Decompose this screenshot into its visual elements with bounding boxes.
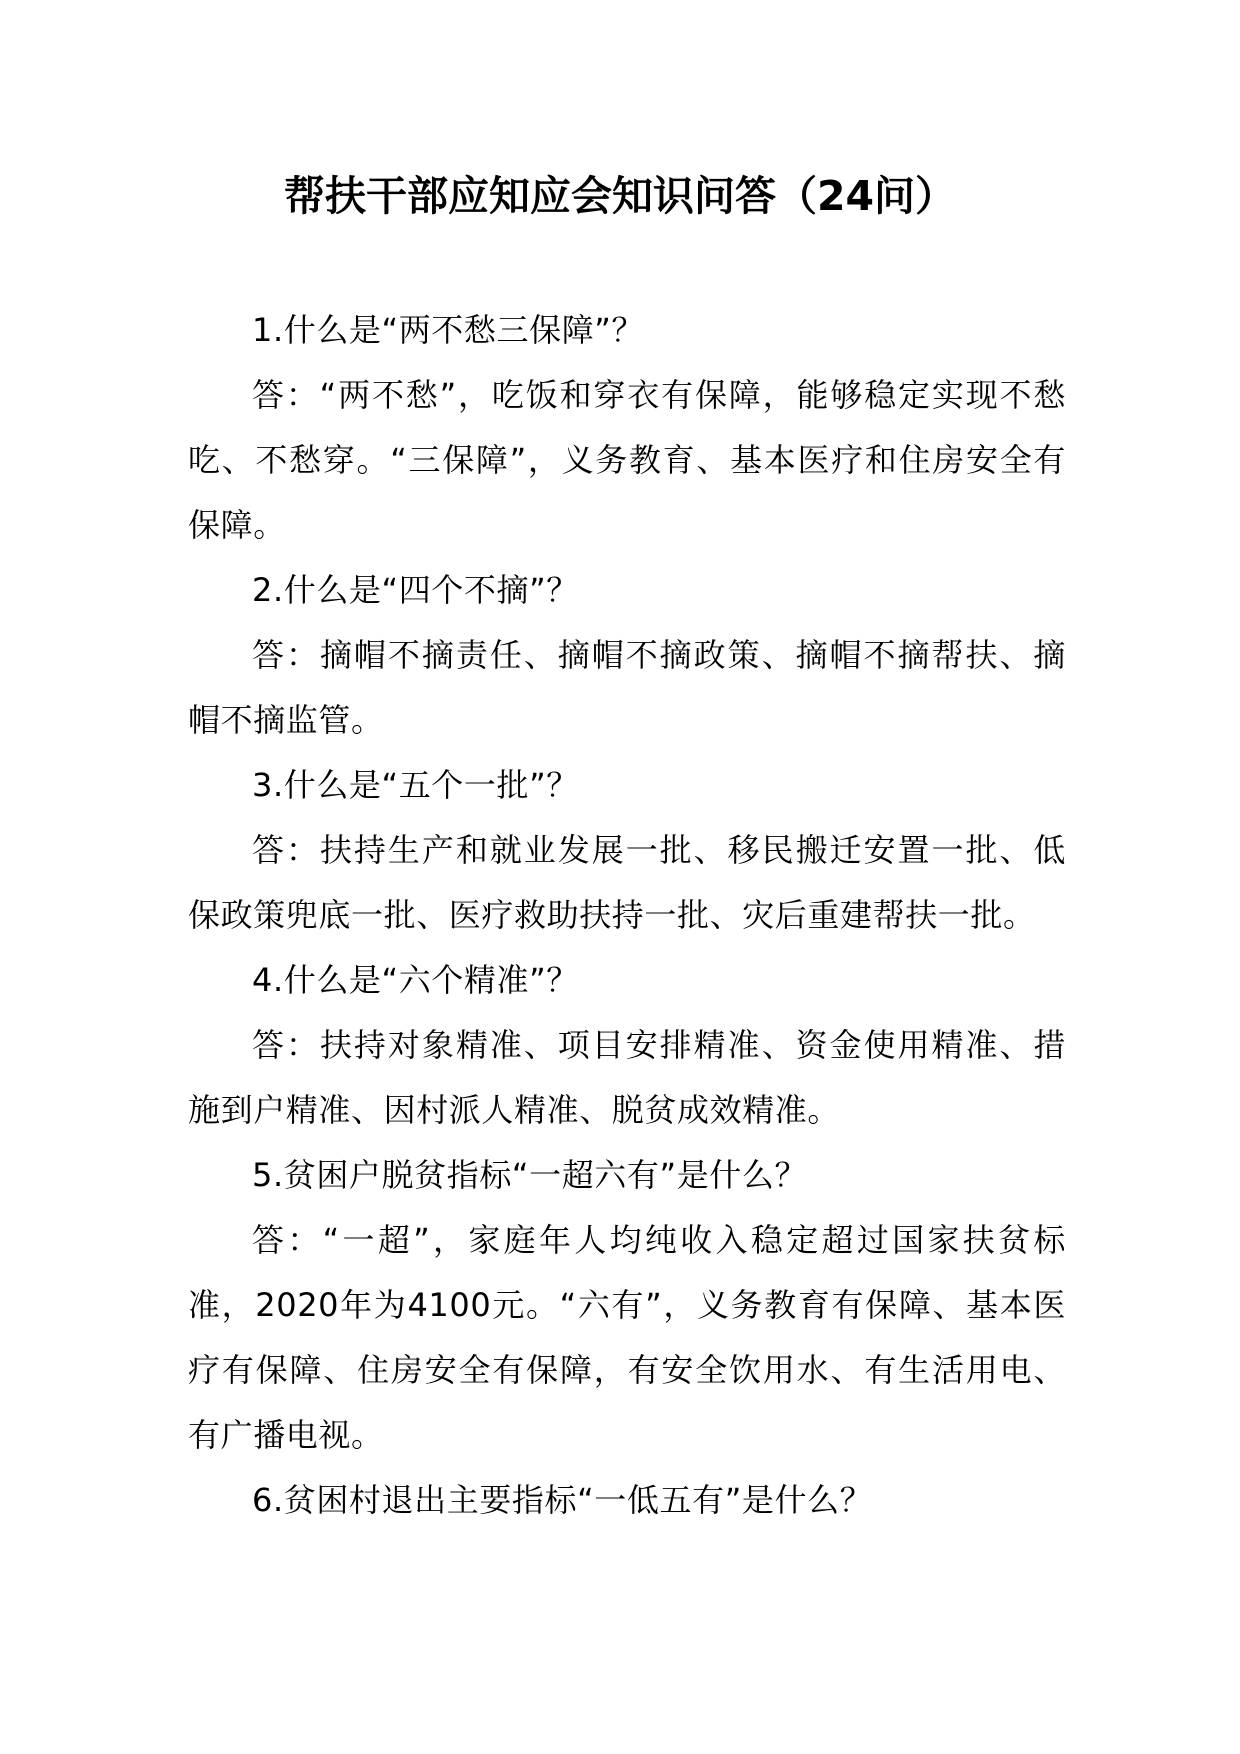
answer-2: 答：摘帽不摘责任、摘帽不摘政策、摘帽不摘帮扶、摘帽不摘监管。: [188, 636, 1066, 739]
document-body: [188, 298, 1066, 1533]
question-3: 3.什么是“五个一批”？: [252, 766, 579, 804]
question-2: 2.什么是“四个不摘”？: [252, 571, 579, 609]
question-5: 5.贫困户脱贫指标“一超六有”是什么？: [252, 1156, 808, 1194]
answer-1: 答：“两不愁”，吃饭和穿衣有保障，能够稳定实现不愁吃、不愁穿。“三保障”，义务教育、基本医疗和住房安全有保障。: [188, 376, 1066, 544]
answer-4: 答：扶持对象精准、项目安排精准、资金使用精准、措施到户精准、因村派人精准、脱贫成效精准。: [188, 1026, 1066, 1129]
question-1: 1.什么是“两不愁三保障”？: [252, 311, 645, 349]
answer-3: 答：扶持生产和就业发展一批、移民搬迁安置一批、低保政策兜底一批、医疗救助扶持一批、灾后重建帮扶一批。: [188, 831, 1066, 934]
question-6: 6.贫困村退出主要指标“一低五有”是什么？: [252, 1481, 873, 1519]
document-title: 帮扶干部应知应会知识问答（24问）: [283, 172, 957, 220]
answer-5: 答：“一超”，家庭年人均纯收入稳定超过国家扶贫标准，2020年为4100元。“六有”，义务教育有保障、基本医疗有保障、住房安全有保障，有安全饮用水、有生活用电、有广播电视。: [188, 1221, 1066, 1454]
question-4: 4.什么是“六个精准”？: [252, 961, 579, 999]
